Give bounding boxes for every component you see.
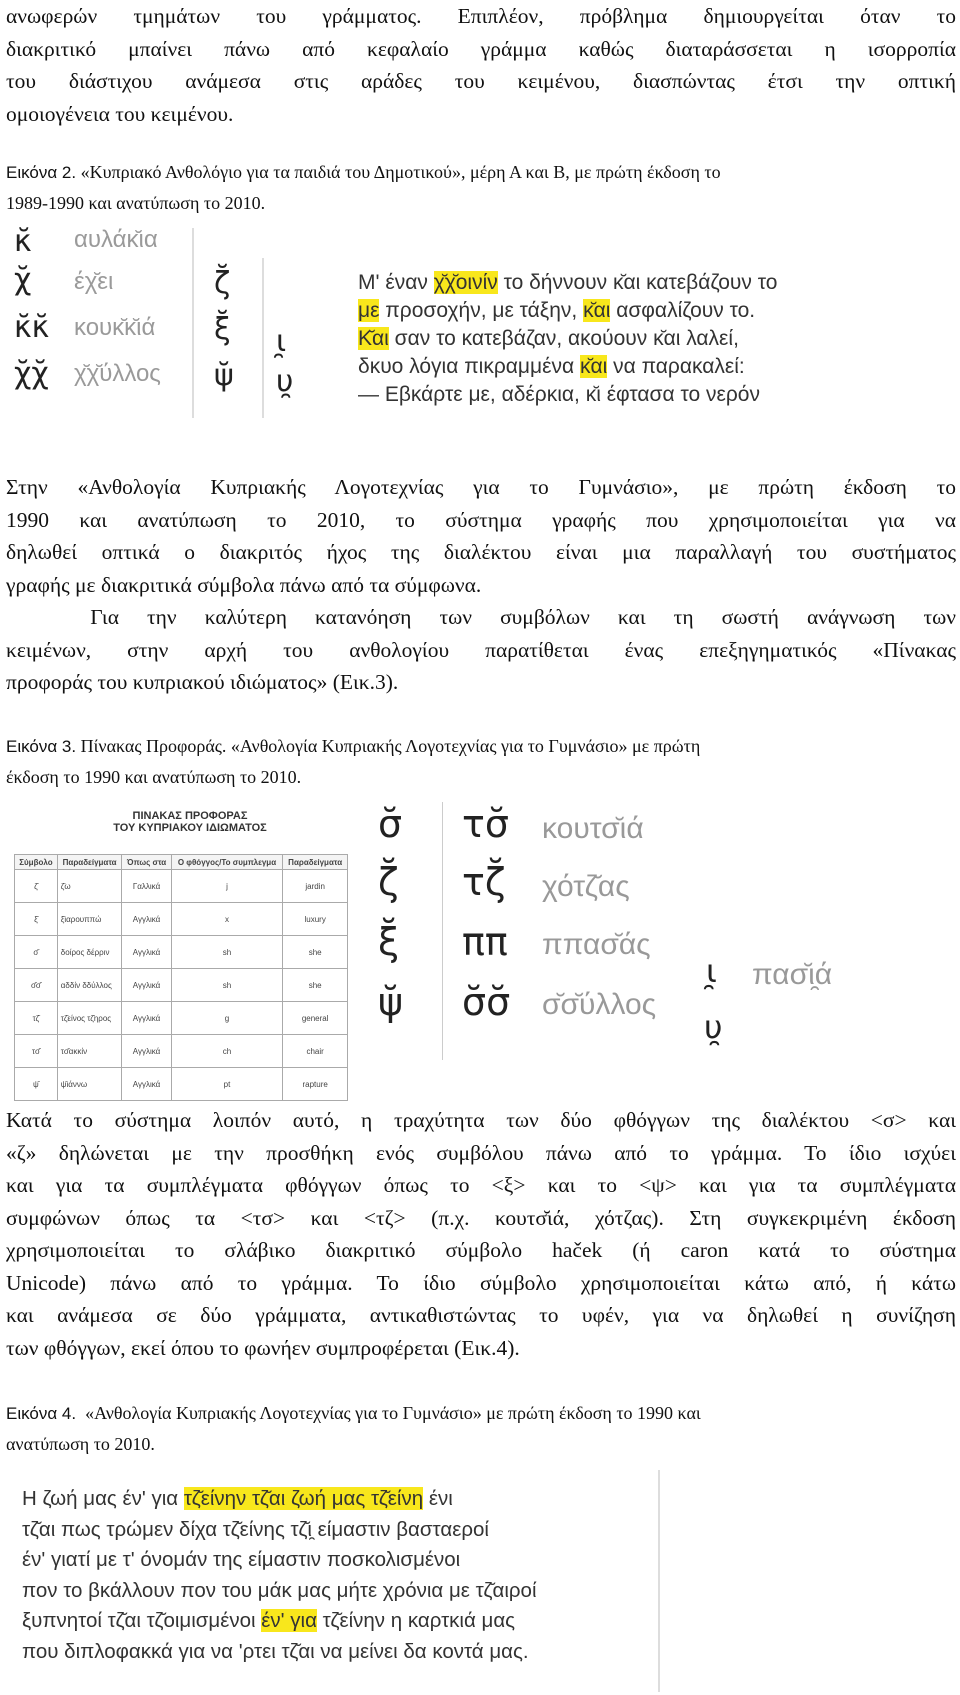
poem-line: Κ̆αι σαν το κατεβάζαν, ακούουν κ̆αι λαλεί,: [358, 327, 739, 350]
poem-line: ξυπνητοί τζ̆αι τζ̆οιμισμένοι έν' για τζ̆είνην η καρτκιά μας: [22, 1609, 516, 1632]
table-cell: x: [171, 903, 283, 936]
text-line: και για τα συμπλέγματα φθόγγων όπως το <ξ> και το <ψ> και για τα συμπλέγματα: [6, 1173, 956, 1197]
poem-line: τζ̆αι πως τρώμεν δίχα τζ̆είνης τζ̆ι̯ είμαστιν βασταεροί: [22, 1517, 489, 1541]
table-cell: ζ̆: [15, 870, 58, 903]
symbol-glyph: ψ̆: [214, 358, 234, 393]
caption-text: ανατύπωση το 2010.: [6, 1434, 155, 1454]
table-cell: τσ̆: [15, 1035, 58, 1068]
symbol-glyph: χ̆: [14, 262, 32, 297]
poem-line: δκυο λόγια πικραμμένα κ̆αι να παρακαλεί:: [358, 355, 745, 378]
caption-figure-4: [6, 1398, 956, 1460]
table-cell: δοίρος δέρριν: [57, 936, 122, 969]
poem-excerpt: [358, 269, 777, 409]
example-word: χότζ̆ας: [542, 870, 630, 903]
table-row: [15, 870, 348, 903]
table-row: [15, 1002, 348, 1035]
caption-text: Πίνακας Προφοράς. «Ανθολογία Κυπριακής Λογοτεχνίας για το Γυμνάσιο» με πρώτη: [76, 736, 701, 756]
semivowel-glyph: υ̯: [704, 1008, 723, 1046]
symbol-glyph: σ̆: [378, 802, 403, 846]
table-cell: σ̆σ̆: [15, 969, 58, 1002]
table-cell: jardin: [283, 870, 348, 903]
highlight: κ̆αι: [583, 299, 611, 322]
symbol-glyph: ζ̆: [378, 860, 399, 904]
paragraph-system: [6, 1104, 956, 1364]
highlight: κ̆αι: [579, 355, 608, 378]
table-cell: rapture: [283, 1068, 348, 1101]
highlight: τζ̆είνην τζ̆αι ζωή μας τζ̆είνη: [183, 1487, 424, 1510]
text-line: 1990 και ανατύπωση το 2010, το σύστημα γραφής που χρησιμοποιείται για να: [6, 507, 956, 532]
example-word: χ̆χ̆ύλλος: [74, 360, 161, 387]
table-cell: τσ̆ακκίν: [57, 1035, 122, 1068]
caption-figure-3: [6, 731, 956, 793]
table-cell: Αγγλικά: [122, 936, 171, 969]
divider: [192, 228, 194, 418]
symbol-glyph: ξ̆: [378, 920, 400, 964]
example-word: κουτσ̆ιά: [542, 812, 644, 845]
caption-text: 1989-1990 και ανατύπωση το 2010.: [6, 193, 266, 213]
table-subtitle: ΤΟΥ ΚΥΠΡΙΑΚΟΥ ΙΔΙΩΜΑΤΟΣ: [113, 822, 267, 834]
poem-excerpt: [22, 1484, 537, 1667]
caption-text: «Ανθολογία Κυπριακής Λογοτεχνίας για το Γυμνάσιο» με πρώτη έκδοση το 1990 και: [76, 1403, 701, 1423]
symbol-glyph: υ̯: [276, 364, 294, 399]
semivowel-glyph: ι̯: [706, 952, 717, 990]
example-word: αυλάκ̆ια: [74, 226, 158, 253]
poem-line: Η ζωή μας έν' για τζ̆είνην τζ̆αι ζωή μας τζ̆είνη ένι: [22, 1487, 453, 1510]
cluster-glyph: τζ̆: [462, 860, 506, 904]
table-cell: τζ̆: [15, 1002, 58, 1035]
text-line: Για την καλύτερη κατανόηση των συμβόλων και τη σωστή ανάγνωση των: [6, 605, 956, 629]
table-row: [15, 1035, 348, 1068]
highlight: έν' για: [261, 1609, 317, 1632]
caption-label: Εικόνα 2.: [6, 163, 77, 182]
table-cell: Γαλλικά: [122, 870, 171, 903]
text-line: «ζ» δηλώνεται με την προσθήκη ενός συμβόλου πάνω από το γράμμα. Το ίδιο ισχύει: [6, 1140, 956, 1165]
text-line: και ανάμεσα σε δύο γράμματα, αντικαθιστώντας το υφέν, για να δηλωθεί η συνίζηση: [6, 1303, 956, 1327]
table-cell: σ̆: [15, 936, 58, 969]
text-line: του διάστιχου ανάμεσα στις αράδες του κειμένου, διασπώντας έτσι την οπτική: [6, 69, 956, 93]
table-cell: Αγγλικά: [122, 1002, 171, 1035]
text-line: γραφής με διακριτικά σύμβολα πάνω από τα σύμφωνα.: [6, 572, 482, 597]
table-cell: general: [283, 1002, 348, 1035]
table-cell: Αγγλικά: [122, 903, 171, 936]
symbol-glyph: ξ̆: [214, 312, 231, 347]
symbol-glyph: ψ̆: [378, 980, 404, 1024]
text-line: ομοιογένεια του κειμένου.: [6, 101, 234, 126]
table-row: [15, 1068, 348, 1101]
table-cell: luxury: [283, 903, 348, 936]
table-cell: ψ̆: [15, 1068, 58, 1101]
poem-line: πον το βκάλλουν πον του μάκ μας μήτε χρόνια με τζ̆αιροί: [22, 1578, 537, 1602]
symbol-glyph: ζ̆: [214, 266, 231, 301]
table-cell: ψ̆ιάννω: [57, 1068, 122, 1101]
table-cell: Αγγλικά: [122, 1068, 171, 1101]
text-line: Στην «Ανθολογία Κυπριακής Λογοτεχνίας για το Γυμνάσιο», με πρώτη έκδοση το: [6, 475, 956, 499]
poem-line: με προσοχήν, με τάξην, κ̆αι ασφαλίζουν το.: [358, 299, 756, 322]
caption-text: «Κυπριακό Ανθολόγιο για τα παιδιά του Δημοτικού», μέρη Α και Β, με πρώτη έκδοση το: [80, 162, 721, 182]
text-line: των φθόγγων, εκεί όπου το φωνήεν συμπροφέρεται (Εικ.4).: [6, 1335, 520, 1360]
highlight: χ̆χ̆οινίν: [433, 271, 498, 294]
text-line: ανωφερών τμημάτων του γράμματος. Επιπλέον, πρόβλημα δημιουργείται όταν το: [6, 4, 956, 28]
table-cell: ζ̆ω: [57, 870, 122, 903]
cluster-glyph: σ̆σ̆: [462, 980, 511, 1024]
caption-figure-2: [6, 157, 956, 219]
table-cell: τζ̆είνος τζ̆ηρος: [57, 1002, 122, 1035]
table-row: [15, 903, 348, 936]
highlight: με: [358, 299, 380, 322]
figure-2: [0, 224, 960, 424]
table-cell: sh: [171, 969, 283, 1002]
example-word: έχ̆ει: [74, 268, 114, 295]
text-line: δηλωθεί οπτικά ο διακριτός ήχος της διαλέκτου είναι μια παραλλαγή του συστήματος: [6, 540, 956, 564]
poem-line: — Εβκάρτε με, αδέρκια, κ̆ι έφτασα το νερόν: [358, 383, 760, 406]
symbol-glyph: κ̆κ̆: [14, 310, 50, 345]
example-word: ππασ̆άς: [542, 928, 651, 961]
text-line: χρησιμοποιείται το σλάβικο διακριτικό σύμβολο haček (ή caron κατά το σύστημα: [6, 1238, 956, 1262]
example-word: κουκ̆κ̆ιά: [74, 314, 156, 341]
cluster-glyph: τσ̆: [462, 802, 509, 846]
table-cell: ch: [171, 1035, 283, 1068]
text-line: Κατά το σύστημα λοιπόν αυτό, η τραχύτητα των δύο φθόγγων της διαλέκτου <σ> και: [6, 1108, 956, 1132]
cluster-glyph: ππ: [462, 920, 508, 964]
example-word: πασ̆ι̯ά: [752, 958, 833, 991]
table-cell: j: [171, 870, 283, 903]
table-cell: ξ̆: [15, 903, 58, 936]
table-cell: g: [171, 1002, 283, 1035]
divider: [658, 1470, 660, 1692]
table-cell: pt: [171, 1068, 283, 1101]
caption-label: Εικόνα 4.: [6, 1404, 77, 1423]
symbol-glyph: ι̯: [276, 324, 287, 359]
table-cell: αδδίν δδύλλος: [57, 969, 122, 1002]
table-cell: she: [283, 969, 348, 1002]
pronunciation-table: [14, 854, 348, 1101]
table-cell: ξ̆ιαρουππώ: [57, 903, 122, 936]
divider: [262, 258, 264, 418]
paragraph-intro: [6, 0, 956, 130]
symbol-glyph: κ̆: [14, 224, 32, 259]
divider: [442, 802, 443, 1060]
poem-line: που διπλοφακκά για να 'ρτει τζ̆αι να μείνει δα κοντά μας.: [22, 1639, 529, 1663]
table-title: ΠΙΝΑΚΑΣ ΠΡΟΦΟΡΑΣ: [132, 810, 248, 822]
figure-3: [0, 802, 960, 1089]
table-header-row: [15, 855, 348, 870]
column-header: Παραδείγματα: [283, 855, 348, 870]
caption-label: Εικόνα 3.: [6, 737, 77, 756]
column-header: Όπως στα: [122, 855, 171, 870]
text-line: διακριτικό μπαίνει πάνω από κεφαλαίο γράμμα καθώς διαταράσσεται η ισορροπία: [6, 36, 956, 61]
poem-line: Μ' έναν χ̆χ̆οινίν το δήννουν κ̆αι κατεβάζουν το: [358, 271, 778, 294]
text-line: Unicode) πάνω από το γράμμα. Το ίδιο σύμβολο χρησιμοποιείται κάτω από, ή κάτω: [6, 1270, 956, 1295]
table-cell: Αγγλικά: [122, 1035, 171, 1068]
table-cell: sh: [171, 936, 283, 969]
table-cell: chair: [283, 1035, 348, 1068]
text-line: προφοράς του κυπριακού ιδιώματος» (Εικ.3).: [6, 670, 399, 694]
table-row: [15, 969, 348, 1002]
text-line: συμφώνων όπως τα <τσ> και <τζ> (π.χ. κουτσ̆ιά, χότζας). Στη συγκεκριμένη έκδοση: [6, 1205, 956, 1230]
column-header: Σύμβολο: [15, 855, 58, 870]
example-word: σ̆σ̆ύλλος: [542, 988, 657, 1021]
symbol-glyph: χ̆χ̆: [14, 356, 49, 391]
table-cell: she: [283, 936, 348, 969]
highlight: Κ̆αι: [358, 327, 389, 350]
column-header: Παραδείγματα: [57, 855, 122, 870]
table-cell: Αγγλικά: [122, 969, 171, 1002]
figure-4: [18, 1470, 658, 1692]
paragraph-anthology: [6, 471, 956, 699]
text-line: κειμένων, στην αρχή του ανθολογίου παρατίθεται ένας επεξηγηματικός «Πίνακας: [6, 637, 956, 662]
column-header: Ο φθόγγος/Το συμπλεγμα: [171, 855, 283, 870]
caption-text: έκδοση το 1990 και ανατύπωση το 2010.: [6, 767, 302, 787]
poem-line: έν' γιατί με τ' όνομάν της είμαστιν ποσκολισμένοι: [22, 1548, 461, 1571]
table-row: [15, 936, 348, 969]
